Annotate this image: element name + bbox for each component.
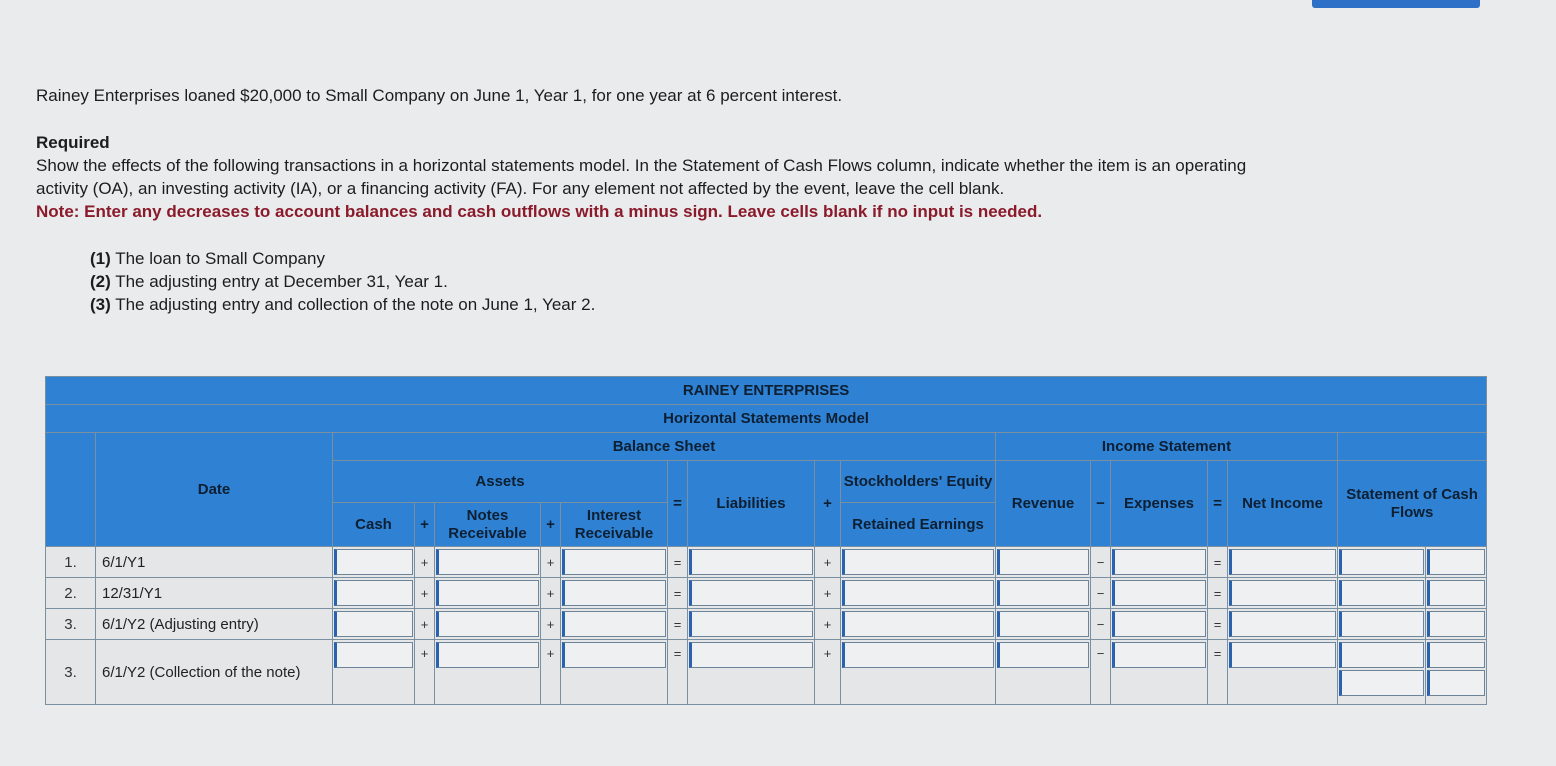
expenses-cell[interactable] [1111, 609, 1208, 640]
liabilities-header: Liabilities [688, 461, 815, 547]
cash-flow-amount-input[interactable] [1339, 611, 1424, 637]
equals-sign: = [1208, 578, 1228, 609]
row-date: 6/1/Y2 (Collection of the note) [96, 640, 333, 705]
expenses-input[interactable] [1112, 611, 1206, 637]
notes-receivable-cell[interactable] [435, 609, 541, 640]
revenue-cell[interactable] [996, 547, 1091, 578]
cash-flow-amount-input-2[interactable] [1339, 670, 1424, 696]
cash-flow-activity-select[interactable] [1427, 611, 1485, 637]
notes-receivable-cell[interactable] [435, 547, 541, 578]
notes-receivable-input[interactable] [436, 549, 539, 575]
cash-flows-top-header [1338, 433, 1487, 461]
interest-receivable-input[interactable] [562, 580, 666, 606]
net-income-input[interactable] [1229, 642, 1336, 668]
revenue-input[interactable] [997, 549, 1089, 575]
retained-earnings-input[interactable] [842, 549, 994, 575]
expenses-input[interactable] [1112, 549, 1206, 575]
minus-sign: − [1091, 547, 1111, 578]
expenses-cell[interactable] [1111, 640, 1208, 705]
table-row [46, 578, 1487, 609]
revenue-input[interactable] [997, 580, 1089, 606]
required-title: Required [36, 133, 110, 152]
cash-flow-activity-select-2[interactable] [1427, 670, 1485, 696]
cash-cell[interactable] [333, 547, 415, 578]
minus-sign: − [1091, 578, 1111, 609]
cash-flow-amount-input[interactable] [1339, 580, 1424, 606]
revenue-input[interactable] [997, 642, 1089, 668]
cash-flow-activity-select[interactable] [1427, 580, 1485, 606]
retained-earnings-input[interactable] [842, 611, 994, 637]
table-title: Horizontal Statements Model [46, 405, 1487, 433]
liabilities-cell[interactable] [688, 547, 815, 578]
list-item: (1) The loan to Small Company [90, 249, 325, 268]
plus-sign: + [815, 609, 841, 640]
plus-sign: + [815, 547, 841, 578]
interest-receivable-cell[interactable] [561, 640, 668, 705]
net-income-input[interactable] [1229, 549, 1336, 575]
retained-earnings-input[interactable] [842, 580, 994, 606]
revenue-cell[interactable] [996, 578, 1091, 609]
liabilities-input[interactable] [689, 580, 813, 606]
net-income-cell[interactable] [1228, 609, 1338, 640]
plus-sign: + [541, 609, 561, 640]
note-text: Note: Enter any decreases to account balances and cash outflows with a minus sign. Leave cells blank if no input is needed. [36, 202, 1043, 221]
revenue-input[interactable] [997, 611, 1089, 637]
instructions: Show the effects of the following transactions in a horizontal statements model. In the Statement of Cash Flows column, indicate whether the item is an operating activity (OA), an investing activity (IA), or a financing activity (FA). For any element not affected by the event, leave the cell blank. [36, 156, 1247, 198]
cash-cell[interactable] [333, 609, 415, 640]
notes-receivable-cell[interactable] [435, 640, 541, 705]
row-num-header [46, 433, 96, 547]
minus-sign: − [1091, 461, 1111, 547]
plus-sign: + [415, 503, 435, 547]
row-number: 3. [46, 640, 96, 705]
company-name: RAINEY ENTERPRISES [46, 377, 1487, 405]
net-income-cell[interactable] [1228, 547, 1338, 578]
plus-sign: + [815, 640, 841, 705]
expenses-cell[interactable] [1111, 547, 1208, 578]
interest-receivable-input[interactable] [562, 642, 666, 668]
net-income-input[interactable] [1229, 580, 1336, 606]
liabilities-cell[interactable] [688, 609, 815, 640]
equals-sign: = [1208, 547, 1228, 578]
row-date: 6/1/Y1 [96, 547, 333, 578]
top-action-button[interactable] [1312, 0, 1480, 8]
problem-intro: Rainey Enterprises loaned $20,000 to Small Company on June 1, Year 1, for one year at 6 percent interest. [36, 86, 843, 105]
cash-flow-amount-input[interactable] [1339, 549, 1424, 575]
equals-sign: = [668, 461, 688, 547]
cash-input[interactable] [334, 580, 413, 606]
equals-sign: = [1208, 461, 1228, 547]
equals-sign: = [1208, 640, 1228, 705]
cash-header: Cash [333, 503, 415, 547]
minus-sign: − [1091, 609, 1111, 640]
interest-receivable-input[interactable] [562, 549, 666, 575]
cash-flow-amount-cell[interactable] [1338, 578, 1426, 609]
cash-flow-activity-select[interactable] [1427, 642, 1485, 668]
cash-flow-activity-select[interactable] [1427, 549, 1485, 575]
liabilities-input[interactable] [689, 611, 813, 637]
equals-sign: = [668, 547, 688, 578]
cash-flows-header: Statement of Cash Flows [1338, 461, 1487, 547]
balance-sheet-header: Balance Sheet [333, 433, 996, 461]
cash-flow-activity-cell[interactable] [1426, 609, 1487, 640]
assets-header: Assets [333, 461, 668, 503]
notes-receivable-input[interactable] [436, 642, 539, 668]
interest-receivable-cell[interactable] [561, 547, 668, 578]
cash-flow-amount-cell[interactable] [1338, 640, 1426, 705]
stockholders-equity-header: Stockholders' Equity [841, 461, 996, 503]
interest-receivable-cell[interactable] [561, 578, 668, 609]
retained-earnings-cell[interactable] [841, 609, 996, 640]
plus-sign: + [541, 640, 561, 705]
date-header: Date [96, 433, 333, 547]
plus-sign: + [815, 578, 841, 609]
equals-sign: = [1208, 609, 1228, 640]
retained-earnings-header: Retained Earnings [841, 503, 996, 547]
retained-earnings-cell[interactable] [841, 578, 996, 609]
notes-receivable-input[interactable] [436, 580, 539, 606]
net-income-cell[interactable] [1228, 640, 1338, 705]
equals-sign: = [668, 609, 688, 640]
cash-cell[interactable] [333, 578, 415, 609]
revenue-cell[interactable] [996, 609, 1091, 640]
cash-flow-amount-cell[interactable] [1338, 547, 1426, 578]
table-row [46, 609, 1487, 640]
expenses-input[interactable] [1112, 642, 1206, 668]
plus-sign: + [415, 609, 435, 640]
net-income-cell[interactable] [1228, 578, 1338, 609]
plus-sign: + [415, 640, 435, 705]
plus-sign: + [541, 503, 561, 547]
problem-statement [36, 84, 1276, 316]
equals-sign: = [668, 578, 688, 609]
list-item: (3) The adjusting entry and collection of the note on June 1, Year 2. [90, 295, 596, 314]
row-number: 2. [46, 578, 96, 609]
interest-receivable-header: Interest Receivable [561, 503, 668, 547]
retained-earnings-cell[interactable] [841, 547, 996, 578]
cash-flow-activity-cell[interactable] [1426, 578, 1487, 609]
cash-input[interactable] [334, 611, 413, 637]
cash-flow-amount-input[interactable] [1339, 642, 1424, 668]
liabilities-input[interactable] [689, 642, 813, 668]
plus-sign: + [541, 578, 561, 609]
table-row [46, 547, 1487, 578]
notes-receivable-input[interactable] [436, 611, 539, 637]
net-income-input[interactable] [1229, 611, 1336, 637]
list-item: (2) The adjusting entry at December 31, Year 1. [90, 272, 448, 291]
equals-sign: = [668, 640, 688, 705]
row-date: 6/1/Y2 (Adjusting entry) [96, 609, 333, 640]
expenses-input[interactable] [1112, 580, 1206, 606]
table-row [46, 640, 1487, 705]
retained-earnings-cell[interactable] [841, 640, 996, 705]
liabilities-input[interactable] [689, 549, 813, 575]
expenses-header: Expenses [1111, 461, 1208, 547]
net-income-header: Net Income [1228, 461, 1338, 547]
cash-flow-amount-cell[interactable] [1338, 609, 1426, 640]
row-number: 1. [46, 547, 96, 578]
plus-sign: + [415, 547, 435, 578]
retained-earnings-input[interactable] [842, 642, 994, 668]
expenses-cell[interactable] [1111, 578, 1208, 609]
notes-receivable-cell[interactable] [435, 578, 541, 609]
revenue-header: Revenue [996, 461, 1091, 547]
cash-input[interactable] [334, 642, 413, 668]
cash-cell[interactable] [333, 640, 415, 705]
plus-sign: + [415, 578, 435, 609]
cash-input[interactable] [334, 549, 413, 575]
notes-receivable-header: Notes Receivable [435, 503, 541, 547]
row-number: 3. [46, 609, 96, 640]
plus-sign: + [815, 461, 841, 547]
plus-sign: + [541, 547, 561, 578]
cash-flow-activity-cell[interactable] [1426, 547, 1487, 578]
cash-flow-activity-cell[interactable] [1426, 640, 1487, 705]
interest-receivable-cell[interactable] [561, 609, 668, 640]
horizontal-statements-table [45, 376, 1487, 705]
liabilities-cell[interactable] [688, 640, 815, 705]
revenue-cell[interactable] [996, 640, 1091, 705]
row-date: 12/31/Y1 [96, 578, 333, 609]
transaction-list [90, 247, 1276, 316]
minus-sign: − [1091, 640, 1111, 705]
income-statement-header: Income Statement [996, 433, 1338, 461]
interest-receivable-input[interactable] [562, 611, 666, 637]
liabilities-cell[interactable] [688, 578, 815, 609]
